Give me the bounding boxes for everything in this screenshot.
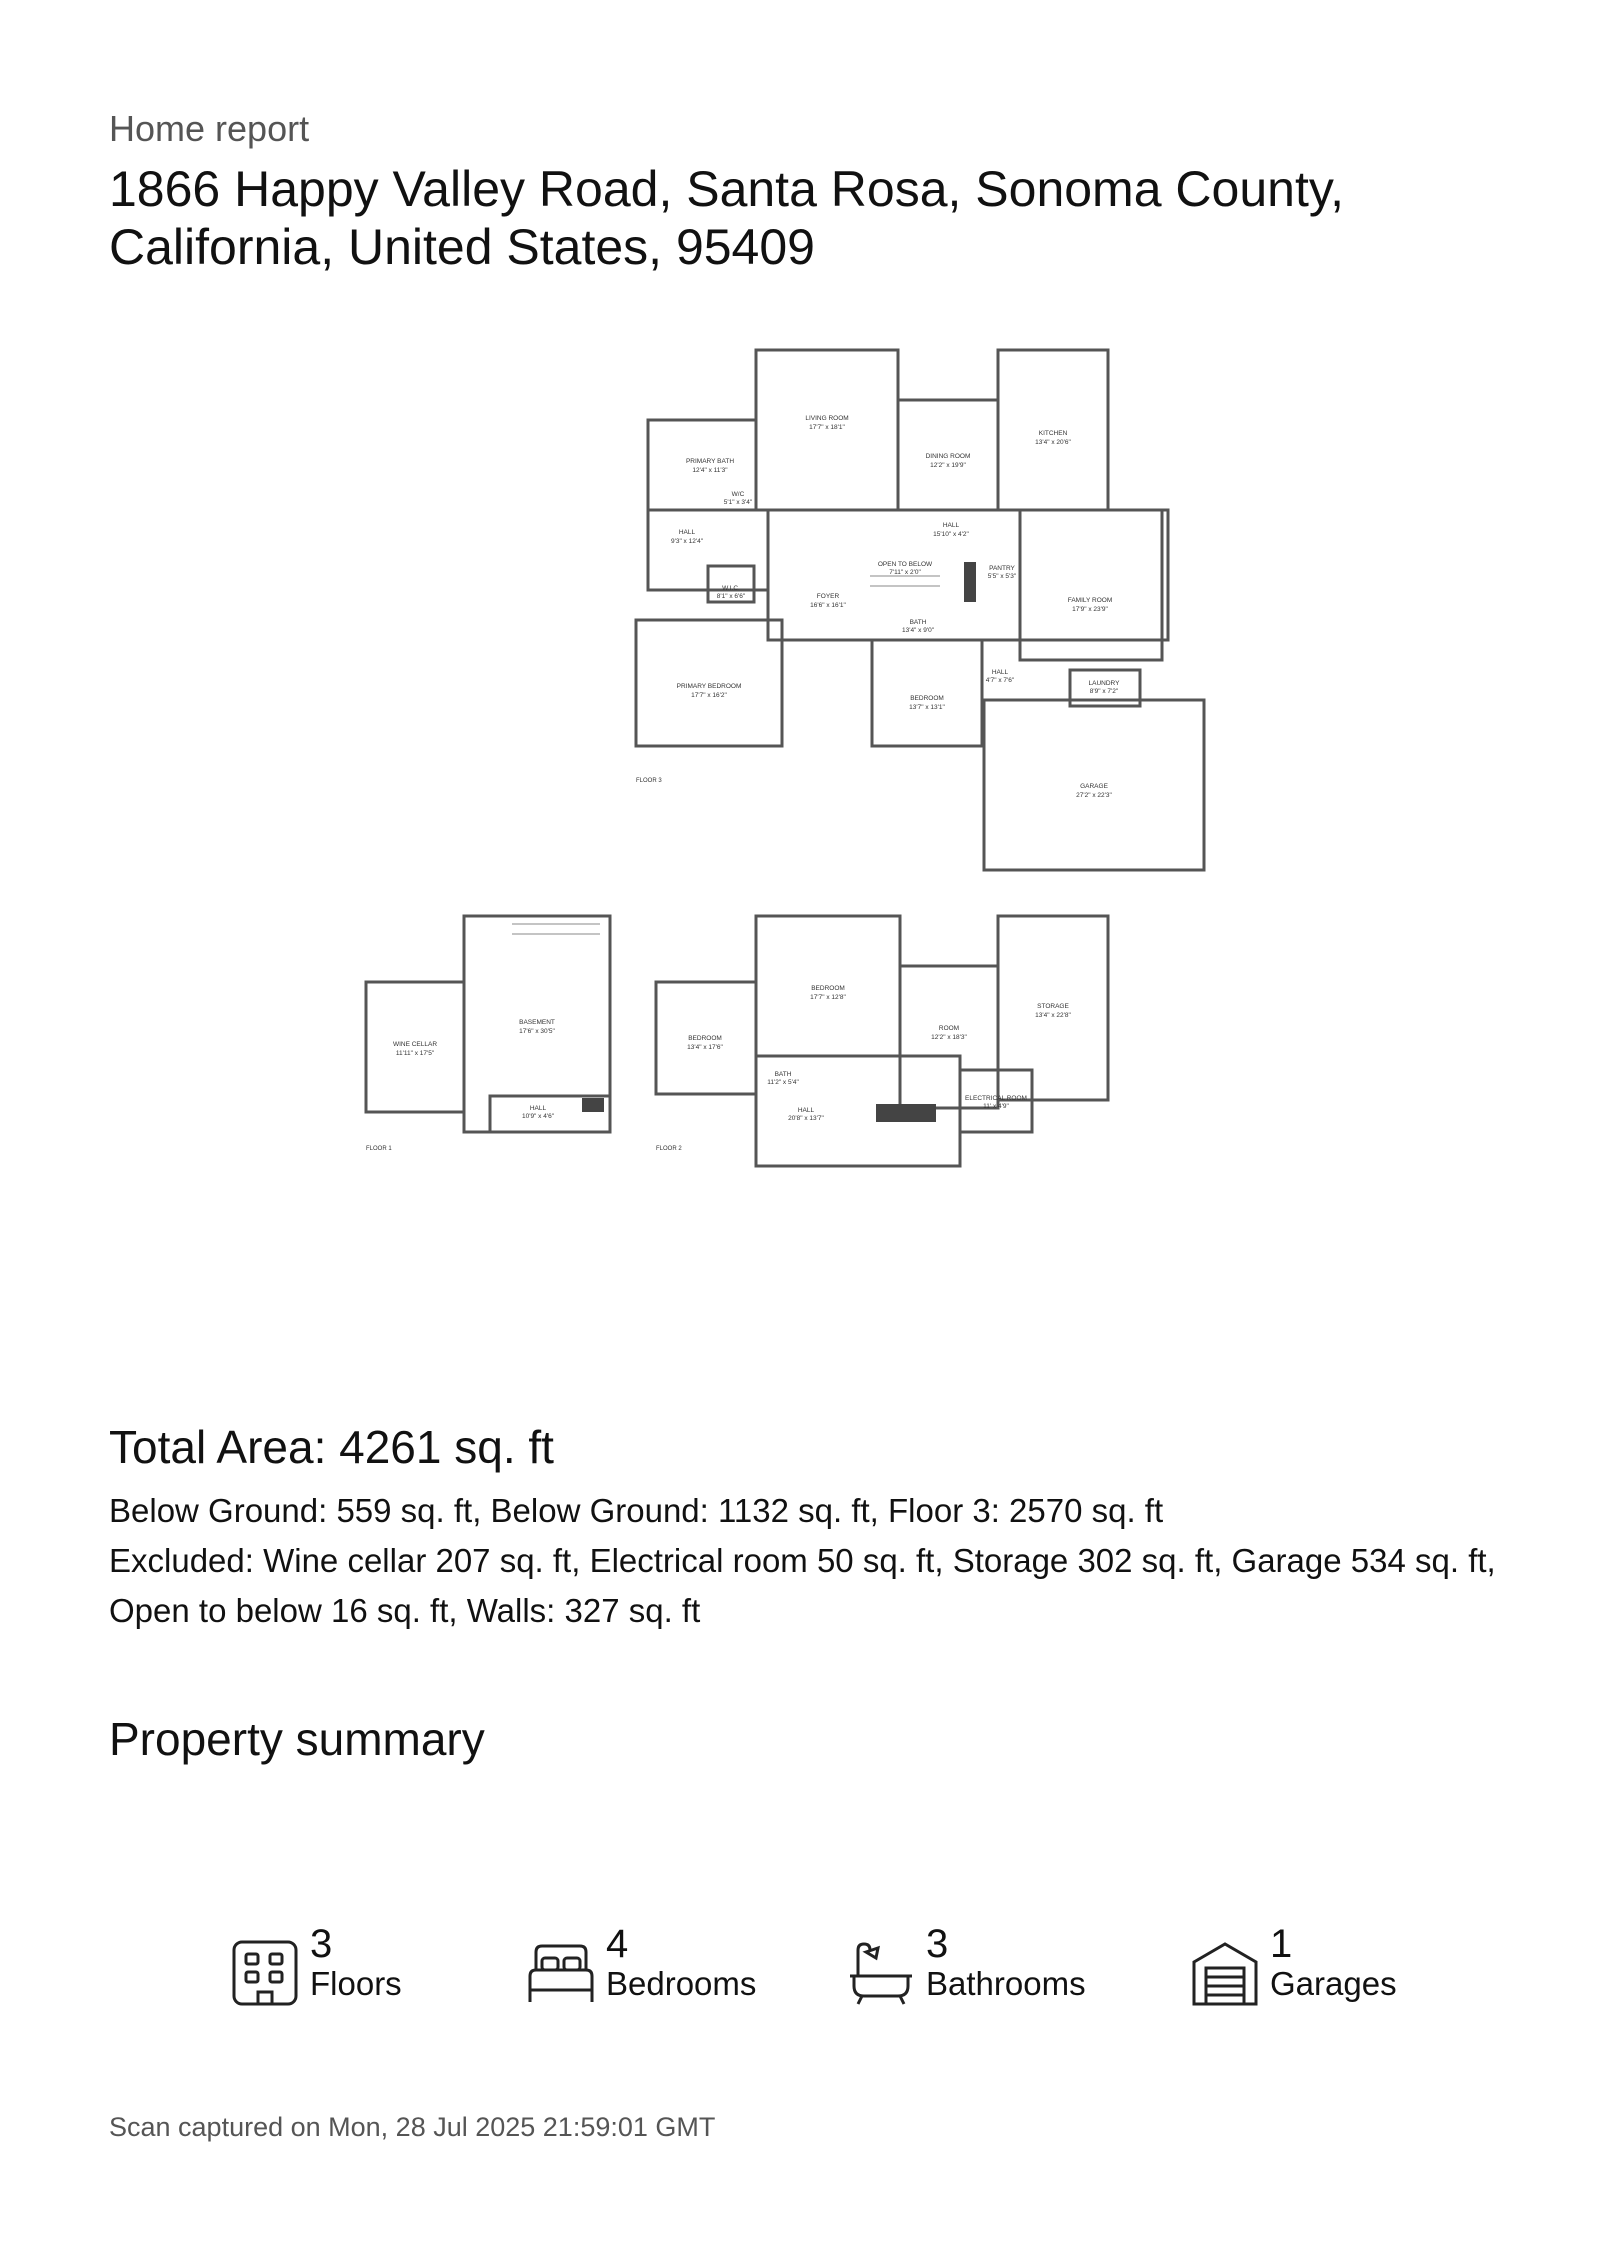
- stat-label: Floors: [310, 1965, 402, 2002]
- below-ground-line: Below Ground: 559 sq. ft, Below Ground: 1132 sq. ft, Floor 3: 2570 sq. ft: [109, 1492, 1164, 1529]
- room-name: LAUNDRY: [1088, 680, 1120, 687]
- total-area: Total Area: 4261 sq. ft: [109, 1421, 554, 1473]
- family-room-walls: [1020, 510, 1162, 660]
- room-size: 13'4" x 22'8": [1035, 1012, 1071, 1019]
- room-name: BEDROOM: [910, 695, 944, 702]
- summary-stats: [0, 1924, 1600, 2014]
- room-name: FOYER: [816, 593, 840, 600]
- room-name: HALL: [942, 522, 960, 529]
- room-size: 15'10" x 4'2": [933, 531, 969, 538]
- room-size: 17'7" x 16'2": [691, 692, 727, 699]
- stat-count: 4: [606, 1922, 629, 1966]
- stat-label: Bedrooms: [606, 1965, 757, 2002]
- room-name: BATH: [774, 1071, 792, 1078]
- room-size: 5'1" x 3'4": [723, 499, 753, 506]
- property-address: 1866 Happy Valley Road, Santa Rosa, Sonoma County, California, United States, 95409: [109, 161, 1345, 275]
- stat-label: Garages: [1270, 1965, 1397, 2002]
- room-name: PANTRY: [989, 565, 1015, 572]
- garage-icon: [1192, 1940, 1258, 2006]
- floor-plan: [0, 330, 1600, 1230]
- scan-timestamp: Scan captured on Mon, 28 Jul 2025 21:59:01 GMT: [109, 2112, 716, 2142]
- bedroom-walls: [872, 640, 982, 746]
- floor-plan-drawing: [0, 330, 1600, 1230]
- room-name: BATH: [909, 619, 927, 626]
- room-size: 12'4" x 11'3": [692, 467, 728, 474]
- room-size: 8'9" x 7'2": [1089, 688, 1119, 695]
- room-size: 17'6" x 30'5": [519, 1028, 555, 1035]
- property-summary-title: Property summary: [109, 1713, 485, 1765]
- room-size: 16'6" x 16'1": [810, 602, 846, 609]
- area-details: [109, 1486, 1509, 1636]
- stair-block-3: [582, 1098, 604, 1112]
- report-label: Home report: [109, 108, 310, 149]
- floor-tag: FLOOR 1: [366, 1146, 392, 1152]
- stat-count: 3: [310, 1922, 333, 1966]
- bathtub-icon: [848, 1940, 914, 2006]
- stair-block: [964, 562, 976, 602]
- stat-floors: [232, 1924, 402, 2006]
- room-size: 17'7" x 12'8": [810, 994, 846, 1001]
- stat-count: 3: [926, 1922, 949, 1966]
- room-size: 5'5" x 5'3": [987, 573, 1017, 580]
- room-name: PRIMARY BATH: [685, 458, 735, 465]
- room-size: 13'4" x 9'0": [901, 627, 935, 634]
- room-name: BEDROOM: [811, 985, 845, 992]
- room-name: FAMILY ROOM: [1067, 597, 1113, 604]
- room-name: STORAGE: [1037, 1003, 1069, 1010]
- room-name: WINE CELLAR: [392, 1041, 438, 1048]
- stat-bathrooms: [848, 1924, 1086, 2006]
- room-size: 7'11" x 2'0": [889, 569, 921, 576]
- room-size: 11'2" x 5'4": [767, 1079, 799, 1086]
- room-size: 12'2" x 18'3": [931, 1034, 967, 1041]
- floor-tag: FLOOR 2: [656, 1146, 682, 1152]
- stat-bedrooms: [528, 1924, 756, 2006]
- building-icon: [232, 1940, 298, 2006]
- room-name: HALL: [678, 529, 696, 536]
- room-name: KITCHEN: [1038, 430, 1068, 437]
- excluded-line: Excluded: Wine cellar 207 sq. ft, Electrical room 50 sq. ft, Storage 302 sq. ft, Garage 534 sq. ft, Open to below 16 sq. ft, Walls: 327 sq. ft: [109, 1542, 1496, 1629]
- room-size: 17'9" x 23'9": [1072, 606, 1108, 613]
- room-size: 10'9" x 4'6": [521, 1113, 555, 1120]
- floor-tag: FLOOR 3: [636, 778, 662, 784]
- room-size: 12'2" x 19'9": [930, 462, 966, 469]
- room-name: HALL: [529, 1105, 547, 1112]
- room-name: LIVING ROOM: [805, 415, 849, 422]
- stat-label: Bathrooms: [926, 1965, 1086, 2002]
- room-size: 13'4" x 17'6": [687, 1044, 723, 1051]
- room-name: W/C: [731, 491, 745, 498]
- room-size: 20'8" x 13'7": [788, 1115, 824, 1122]
- room-size: 8'1" x 6'6": [716, 593, 746, 600]
- room-size: 4'7" x 7'6": [985, 677, 1015, 684]
- room-name: HALL: [797, 1107, 815, 1114]
- room-name: OPEN TO BELOW: [877, 561, 933, 568]
- room-size: 11' x 4'9": [983, 1103, 1009, 1110]
- room-size: 11'11" x 17'5": [395, 1050, 435, 1057]
- bed-icon: [528, 1940, 594, 2006]
- stat-garages: [1192, 1924, 1397, 2006]
- room-size: 9'3" x 12'4": [670, 538, 704, 545]
- room-name: DINING ROOM: [925, 453, 971, 460]
- room-size: 13'7" x 13'1": [909, 704, 945, 711]
- room-name: GARAGE: [1080, 783, 1108, 790]
- room-name: PRIMARY BEDROOM: [676, 683, 742, 690]
- room-size: 17'7" x 18'1": [809, 424, 845, 431]
- stair-block-2: [876, 1104, 936, 1122]
- room-size: 27'2" x 22'3": [1076, 792, 1112, 799]
- room-name: ELECTRICAL ROOM: [965, 1095, 1027, 1102]
- room-name: HALL: [991, 669, 1009, 676]
- room-name: W.I.C.: [722, 585, 740, 592]
- stat-count: 1: [1270, 1922, 1293, 1966]
- room-size: 13'4" x 20'6": [1035, 439, 1071, 446]
- room-name: ROOM: [938, 1025, 960, 1032]
- room-name: BASEMENT: [519, 1019, 555, 1026]
- room-name: BEDROOM: [688, 1035, 722, 1042]
